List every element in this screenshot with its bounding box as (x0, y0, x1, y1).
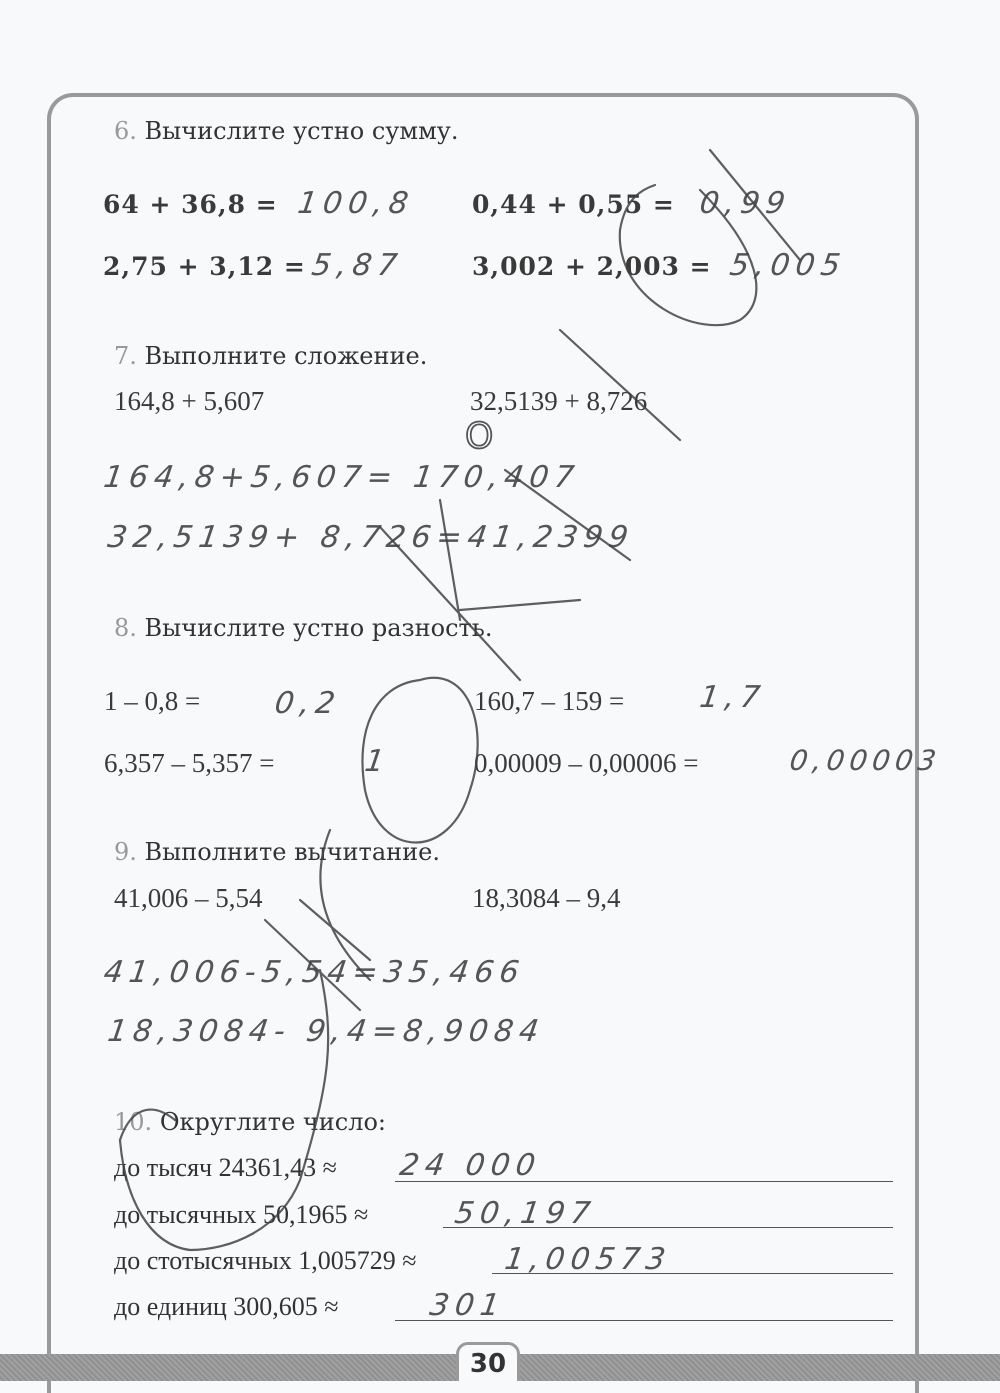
handwritten-o: O (465, 416, 494, 457)
page-number: 30 (456, 1342, 520, 1381)
task-6-text: Вычислите устно сумму. (144, 117, 459, 145)
round-label-3: до стотысячных 1,005729 ≈ (114, 1246, 417, 1275)
task-8-number: 8. (114, 614, 137, 642)
round-row-2 (114, 1200, 368, 1230)
round-answer-1[interactable]: 24 000 (397, 1148, 544, 1183)
task-8-answer-3[interactable]: 1 (362, 744, 393, 779)
task-9-work-1[interactable]: 41,006-5,54=35,466 (101, 955, 528, 990)
task-10-title (114, 1108, 386, 1136)
task-6-expr-2: 0,44 + 0,55 = (472, 190, 675, 219)
task-8-expr-1: 1 – 0,8 = (104, 686, 201, 716)
task-9-work-2[interactable]: 18,3084- 9,4=8,9084 (105, 1014, 547, 1049)
task-7-expr-1: 164,8 + 5,607 (114, 386, 265, 416)
task-8-expr-3: 6,357 – 5,357 = (104, 748, 275, 778)
round-row-3 (114, 1246, 417, 1276)
task-6-answer-4[interactable]: 5,005 (727, 248, 849, 283)
task-10-number: 10. (114, 1108, 153, 1136)
task-9-text: Выполните вычитание. (144, 838, 440, 866)
task-6-answer-3[interactable]: 5,87 (309, 248, 406, 283)
task-10-text: Округлите число: (159, 1108, 386, 1136)
task-9-expr-2: 18,3084 – 9,4 (472, 883, 621, 913)
round-label-2: до тысячных 50,1965 ≈ (114, 1200, 369, 1229)
task-8-answer-4[interactable]: 0,00003 (787, 744, 944, 777)
task-7-work-1[interactable]: 164,8+5,607= 170,407 (101, 460, 583, 495)
round-answer-3[interactable]: 1,00573 (502, 1242, 674, 1277)
task-8-answer-1[interactable]: 0,2 (272, 686, 344, 721)
task-6-number: 6. (114, 117, 137, 145)
round-answer-4[interactable]: 301 (427, 1288, 508, 1323)
task-7-number: 7. (114, 342, 137, 370)
task-8-expr-2: 160,7 – 159 = (474, 686, 625, 716)
task-6-expr-4: 3,002 + 2,003 = (472, 252, 712, 281)
task-6-title (114, 117, 459, 145)
task-6-answer-2[interactable]: 0,99 (697, 186, 794, 221)
task-8-expr-4: 0,00009 – 0,00006 = (474, 748, 699, 778)
round-row-1 (114, 1153, 337, 1183)
task-6-expr-3: 2,75 + 3,12 = (103, 252, 306, 281)
task-7-text: Выполните сложение. (144, 342, 428, 370)
task-7-title (114, 342, 427, 370)
task-6-expr-1: 64 + 36,8 = (103, 190, 278, 219)
round-row-4 (114, 1292, 339, 1322)
task-8-answer-2[interactable]: 1,7 (697, 680, 769, 715)
task-9-title (114, 838, 440, 866)
round-label-4: до единиц 300,605 ≈ (114, 1292, 339, 1321)
task-8-text: Вычислите устно разность. (144, 614, 493, 642)
task-9-number: 9. (114, 838, 137, 866)
task-7-work-2[interactable]: 32,5139+ 8,726=41,2399 (105, 520, 637, 555)
round-label-1: до тысяч 24361,43 ≈ (114, 1153, 337, 1182)
round-answer-2[interactable]: 50,197 (452, 1196, 599, 1231)
task-9-expr-1: 41,006 – 5,54 (114, 883, 263, 913)
task-8-title (114, 614, 492, 642)
task-7-expr-2: 32,5139 + 8,726 (470, 386, 648, 416)
task-6-answer-1[interactable]: 100,8 (295, 186, 417, 221)
